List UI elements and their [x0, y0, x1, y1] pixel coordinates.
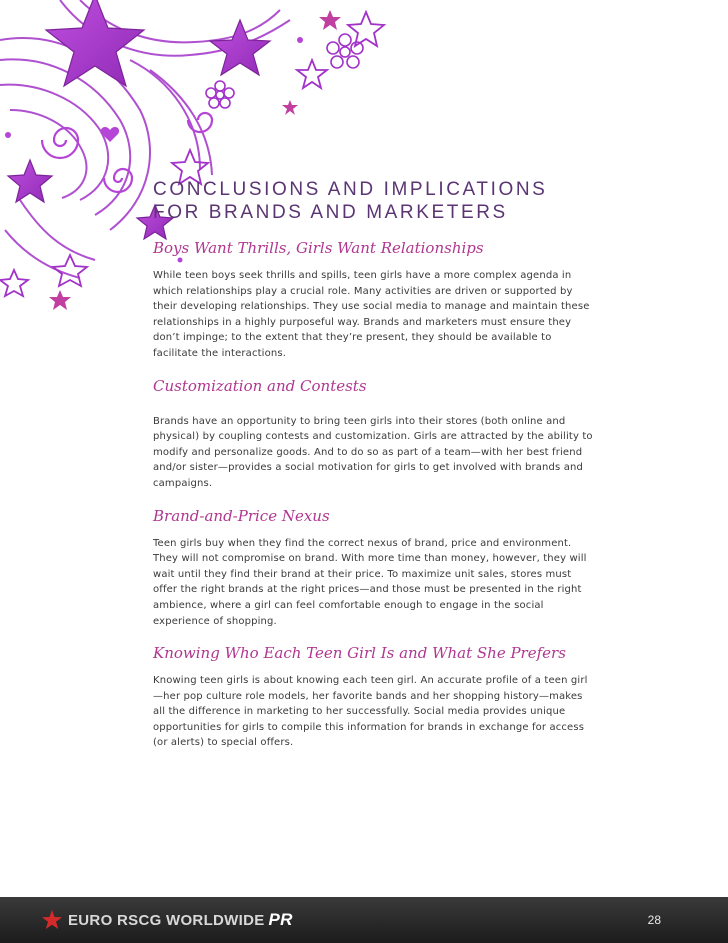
section-heading: Brand-and-Price Nexus [153, 506, 330, 525]
section-customization [153, 376, 593, 492]
company-logo [42, 908, 293, 932]
section-body: Brands have an opportunity to bring teen girls into their stores (both online and physical) by coupling contests and customization. Girls are attracted by the ability to modify and personalize goods. And to do so as part of a team—with her best friend and/or sister—provides a social motivation for girls to get involved with brands and campaigns. [153, 415, 593, 489]
section-heading: Boys Want Thrills, Girls Want Relationships [153, 239, 484, 257]
section-knowing-teen-girl [153, 643, 593, 751]
logo-main: EURO RSCG WORLDWIDE [68, 912, 265, 929]
section-body: Teen girls buy when they find the correct nexus of brand, price and environment. They will not compromise on brand. With more time than money, however, they will wait until they find their brand at their price. To maximize unit sales, stores must offer the right brands at the right prices—and those must be presented in the right ambience, where a girl can feel comfortable enough to engage in the social experience of shopping. [153, 537, 587, 627]
section-heading: Customization and Contests [153, 376, 367, 395]
section-brand-price [153, 506, 593, 630]
page-footer [0, 897, 728, 943]
logo-pr: PR [268, 910, 293, 929]
section-boys-girls [153, 238, 593, 362]
page-title-line2: FOR BRANDS AND MARKETERS [153, 202, 508, 223]
section-heading: Knowing Who Each Teen Girl Is and What She Prefers [153, 644, 566, 663]
red-star-icon [42, 910, 62, 930]
logo-text [68, 910, 293, 930]
section-body: Knowing teen girls is about knowing each teen girl. An accurate profile of a teen girl—her pop culture role models, her favorite bands and her shopping history—makes all the difference in marketing to her successfully. Social media provides unique opportunities for girls to compile this information for brands in exchange for access (or alerts) to special offers. [153, 675, 588, 749]
page-title [153, 178, 593, 224]
page-title-line1: CONCLUSIONS AND IMPLICATIONS [153, 179, 548, 200]
section-body: While teen boys seek thrills and spills, teen girls have a more complex agenda in which relationships play a crucial role. Many activities are driven or supported by their developing relationships. They use social media to manage and maintain these relationships in a highly purposeful way. Brands and marketers must ensure they don’t impinge; to the extent that they’re present, they should be available to facilitate the interactions. [153, 270, 590, 359]
content-column [153, 178, 593, 751]
page-number: 28 [647, 913, 661, 927]
